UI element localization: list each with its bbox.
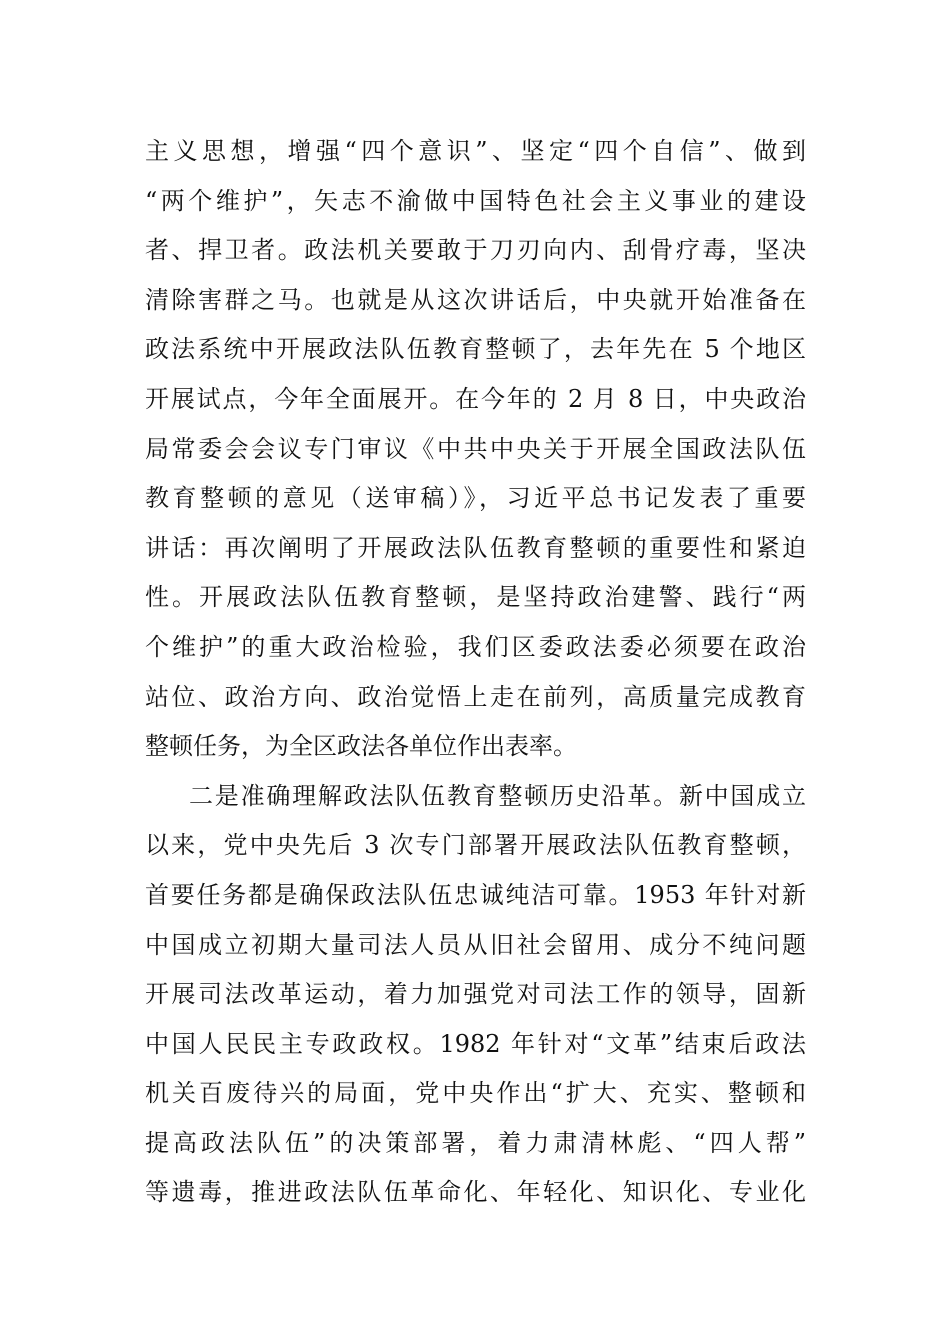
text-line: 二是准确理解政法队伍教育整顿历史沿革。新中国成立 <box>189 781 806 810</box>
text-line: 以来，党中央先后 3 次专门部署开展政法队伍教育整顿， <box>145 831 806 860</box>
text-line: 讲话：再次阐明了开展政法队伍教育整顿的重要性和紧迫 <box>145 533 806 562</box>
document-page <box>145 127 806 1218</box>
text-line: “两个维护”，矢志不渝做中国特色社会主义事业的建设 <box>145 186 806 215</box>
text-line: 整顿任务，为全区政法各单位作出表率。 <box>145 732 577 761</box>
text-line: 者、捍卫者。政法机关要敢于刀刃向内、刮骨疗毒，坚决 <box>145 236 806 265</box>
text-line: 清除害群之马。也就是从这次讲话后，中央就开始准备在 <box>145 285 806 314</box>
text-line: 教育整顿的意见（送审稿）》，习近平总书记发表了重要 <box>145 484 806 513</box>
text-line: 性。开展政法队伍教育整顿，是坚持政治建警、践行“两 <box>145 583 806 612</box>
text-line: 开展试点，今年全面展开。在今年的 2 月 8 日，中央政治 <box>145 384 806 413</box>
text-line: 局常委会会议专门审议《中共中央关于开展全国政法队伍 <box>145 434 806 463</box>
text-line: 等遗毒，推进政法队伍革命化、年轻化、知识化、专业化 <box>145 1178 806 1207</box>
text-line: 站位、政治方向、政治觉悟上走在前列，高质量完成教育 <box>145 682 806 711</box>
text-line: 开展司法改革运动，着力加强党对司法工作的领导，固新 <box>145 980 806 1009</box>
text-line: 政法系统中开展政法队伍教育整顿了，去年先在 5 个地区 <box>145 335 806 364</box>
text-line: 中国成立初期大量司法人员从旧社会留用、成分不纯问题 <box>145 930 806 959</box>
text-line: 首要任务都是确保政法队伍忠诚纯洁可靠。1953 年针对新 <box>145 880 806 909</box>
text-line: 机关百废待兴的局面，党中央作出“扩大、充实、整顿和 <box>145 1079 806 1108</box>
text-line: 主义思想，增强“四个意识”、坚定“四个自信”、做到 <box>145 137 806 165</box>
text-line: 中国人民民主专政政权。1982 年针对“文革”结束后政法 <box>145 1029 806 1058</box>
text-line: 个维护”的重大政治检验，我们区委政法委必须要在政治 <box>145 632 806 661</box>
text-line: 提高政法队伍”的决策部署，着力肃清林彪、“四人帮” <box>145 1128 806 1157</box>
